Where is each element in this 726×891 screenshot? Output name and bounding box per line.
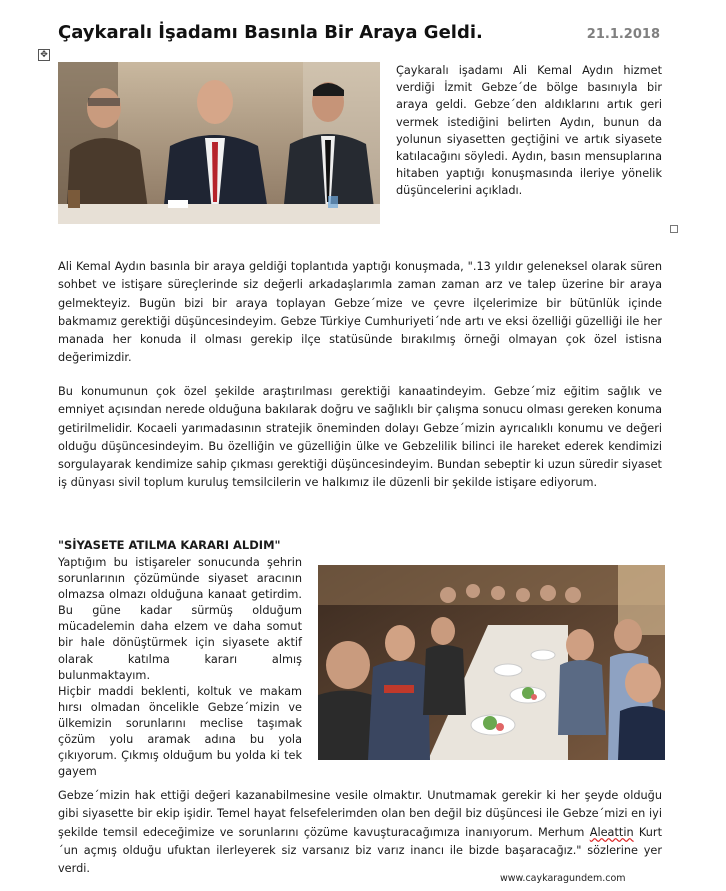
- article-title: Çaykaralı İşadamı Basınla Bir Araya Geldi.: [58, 22, 483, 43]
- side-paragraph-1: Yaptığım bu istişareler sonucunda şehrin sorunlarının çözümünde siyaset aracının olmazsa olmazı olduğuna kanaat getirdim. Bu güne kadar sürmüş olduğum mücadelemin daha elzem ve daha somut bir hale dönüştürmek için siyasete aktif olarak katılma kararı almış bulunmaktayım.: [58, 556, 302, 682]
- body-paragraph-1: Ali Kemal Aydın basınla bir araya geldiği toplantıda yaptığı konuşmada, ".13 yıldır geleneksel olarak süren sohbet ve istişare süreçlerinde siz değerli arkadaşlarımla zaman zaman arz ve talep üzerine bir araya gelmekteyiz. Bugün bizi bir araya toplayan Gebze´mize ve çevre ilçelerimize bir bütünlük içinde bakmamız gerektiği düşüncesindeyim. Gebze Türkiye Cumhuriyeti´nde artı ve eksi özelliği güzelliği ile her manada her konuda il olması gerekip ilçe statüsünde bırakılmış örneği olmayan çok özel istisna değerimizdir.: [58, 260, 662, 365]
- side-text: [58, 555, 302, 780]
- paragraph-4-text-a: Gebze´mizin hak ettiği değeri kazanabilmesine vesile olmaktır. Unutmamak gerekir ki her şeyde olduğu gibi siyasette bir ekip işidir. Temel hayat felsefelerimden olan ben değil biz düşüncesi ile Gebze´mizi en iyi şekilde temsil edeceğimize ve sorunlarını çözüme kavuşturacağımıza inanıyorum. Merhum: [58, 789, 662, 839]
- section-heading: "SİYASETE ATILMA KARARI ALDIM": [58, 538, 281, 552]
- intro-paragraph: Çaykaralı işadamı Ali Kemal Aydın hizmet verdiği İzmit Gebze´de bölge basınıyla bir araya geldi. Gebze´den aldıklarını artık geri vermek istediğini belirten Aydın, bunun da yolunun siyasetten geçtiğini ve artık siyasete katılacağını söyledi. Aydın, basın mensuplarına hitaben yaptığı konuşmasında ileriye yönelik düşüncelerini açıkladı.: [396, 64, 662, 198]
- move-icon[interactable]: ✥: [38, 49, 50, 61]
- spellcheck-name: Aleattin: [589, 825, 634, 839]
- article-date: 21.1.2018: [586, 27, 660, 42]
- side-paragraph-2: Hiçbir maddi beklenti, koltuk ve makam hırsı olmadan öncelikle Gebze´mizin ve ülkemizin sorunlarını meclise taşımak çözüm yolu aramak adına bu yola çıkıyorum. Çıkmış olduğum bu yolda ki tek gayem: [58, 684, 302, 779]
- resize-handle-icon[interactable]: [670, 225, 678, 233]
- body-paragraph-4: [58, 787, 662, 878]
- press-photo: [58, 62, 380, 224]
- body-paragraph-2: Bu konumunun çok özel şekilde araştırılması gerektiği kanaatindeyim. Gebze´miz eğitim sağlık ve emniyet açısından nerede olduğuna bakılarak doğru ve sağlıklı bir çalışma sonucu olması gereken konuma getirilmelidir. Kocaeli yarımadasının stratejik öneminden dolayı Gebze´mizin ayrıcalıklı konumu ve değeri olduğu düşüncesindeyim. Bu özelliğin ve güzelliğin ülke ve Gebzelilik bilinci ile hareket ederek kendimizi sorgulayarak kendimize sahip çıkması gerektiği düşüncesindeyim. Bundan sebeptir ki uzun süredir siyaset iş dünyası sivil toplum kuruluş temsilcilerin ve halkımız ile düzenli bir şekilde istişare ediyorum.: [58, 385, 662, 490]
- paragraph-4-text-b: Kurt´un açmış olduğu ufuktan ilerleyerek siz varsanız biz varız inancı ile bizde başaracağız." sözlerine yer verdi.: [58, 825, 663, 876]
- dinner-photo: [318, 565, 665, 760]
- website-footer: www.caykaragundem.com: [500, 873, 626, 884]
